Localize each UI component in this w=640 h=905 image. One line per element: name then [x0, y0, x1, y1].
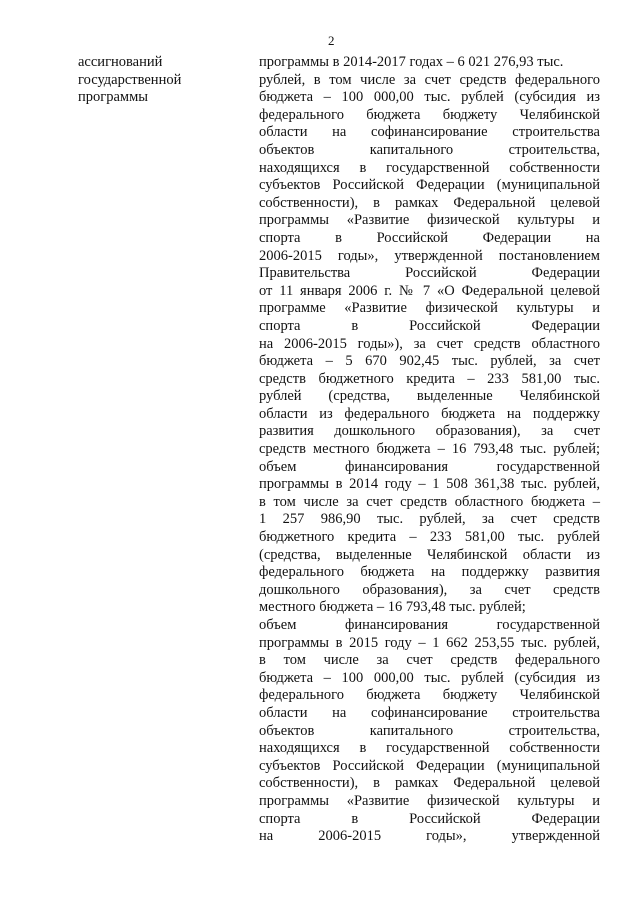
text-line: местного бюджета – 16 793,48 тыс. рублей;: [259, 599, 526, 616]
text-line: области на софинансирование строительства: [259, 124, 600, 141]
text-line: Правительства Российской Федерации: [259, 265, 600, 282]
text-line: субъектов Российской Федерации (муниципальной: [259, 177, 600, 194]
row-label-line: ассигнований: [78, 54, 163, 70]
text-line: области на софинансирование строительства: [259, 704, 600, 721]
text-line: средств бюджетного кредита – 233 581,00 тыс.: [259, 370, 600, 387]
text-line: области из федерального бюджета на поддержку: [259, 405, 600, 422]
text-line: 2006-2015 годы», утвержденной постановлением: [259, 247, 600, 264]
text-line: программе «Развитие физической культуры и: [259, 300, 600, 317]
text-line: средств местного бюджета – 16 793,48 тыс. рублей;: [259, 441, 600, 458]
text-line: федерального бюджета на поддержку развития: [259, 564, 600, 581]
text-line: на 2006-2015 годы»), за счет средств областного: [259, 335, 600, 352]
text-line: собственности), в рамках Федеральной целевой: [259, 194, 600, 211]
text-line: (средства, выделенные Челябинской области из: [259, 546, 600, 563]
text-line: программы в 2015 году – 1 662 253,55 тыс. рублей,: [259, 634, 600, 651]
text-line: объектов капитального строительства,: [259, 141, 600, 158]
text-line: собственности), в рамках Федеральной целевой: [259, 775, 600, 792]
text-line: объектов капитального строительства,: [259, 722, 600, 739]
text-line: находящихся в государственной собственности: [259, 740, 600, 757]
text-line: программы «Развитие физической культуры и: [259, 792, 600, 809]
text-line: бюджетного кредита – 233 581,00 тыс. рублей: [259, 529, 600, 546]
text-line: спорта в Российской Федерации: [259, 810, 600, 827]
text-line: рублей, в том числе за счет средств федерального: [259, 71, 600, 88]
text-line: на 2006-2015 годы», утвержденной: [259, 828, 600, 845]
text-line: федерального бюджета бюджету Челябинской: [259, 106, 600, 123]
text-line: бюджета – 100 000,00 тыс. рублей (субсидия из: [259, 89, 600, 106]
row-label-line: государственной: [78, 71, 182, 88]
text-line: спорта в Российской Федерации на: [259, 229, 600, 246]
text-line: программы «Развитие физической культуры и: [259, 212, 600, 229]
text-line: рублей (средства, выделенные Челябинской: [259, 388, 600, 405]
text-line: развития дошкольного образования), за счет: [259, 423, 600, 440]
text-line: спорта в Российской Федерации: [259, 317, 600, 334]
text-line: федерального бюджета бюджету Челябинской: [259, 687, 600, 704]
text-line: в том числе за счет средств федерального: [259, 652, 600, 669]
row-label: [78, 54, 228, 107]
text-line: в том числе за счет средств областного бюджета –: [259, 493, 600, 510]
row-label-line: программы: [78, 89, 148, 106]
text-line: бюджета – 100 000,00 тыс. рублей (субсидия из: [259, 669, 600, 686]
text-line: программы в 2014 году – 1 508 361,38 тыс. рублей,: [259, 476, 600, 493]
text-line: находящихся в государственной собственности: [259, 159, 600, 176]
text-line: от 11 января 2006 г. № 7 «О Федеральной целевой: [259, 282, 600, 299]
text-line: 1 257 986,90 тыс. рублей, за счет средств: [259, 511, 600, 528]
text-line: бюджета – 5 670 902,45 тыс. рублей, за счет: [259, 353, 600, 370]
text-line: объем финансирования государственной: [259, 617, 600, 633]
row-content: [259, 54, 600, 846]
text-line: объем финансирования государственной: [259, 458, 600, 475]
text-line: дошкольного образования), за счет средств: [259, 581, 600, 598]
page-number: 2: [328, 33, 335, 48]
text-line: программы в 2014-2017 годах – 6 021 276,93 тыс.: [259, 54, 564, 70]
text-line: субъектов Российской Федерации (муниципальной: [259, 757, 600, 774]
